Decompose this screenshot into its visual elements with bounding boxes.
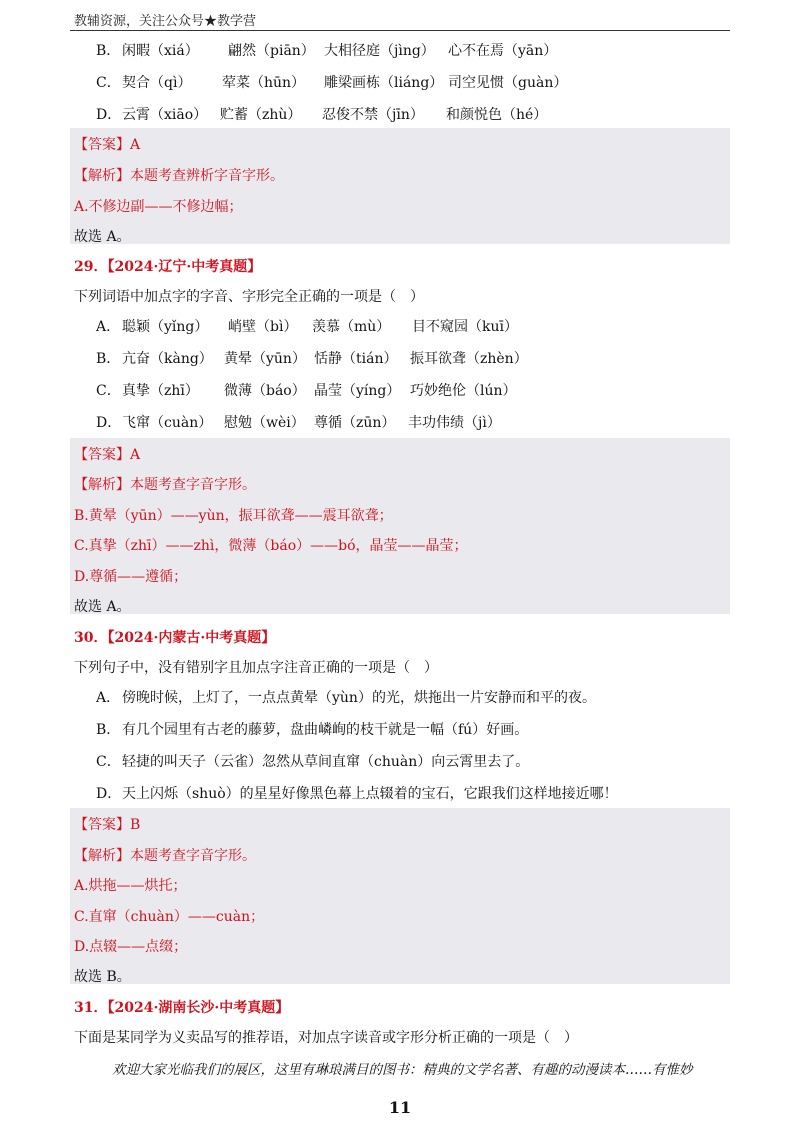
option-item: 亢奋（kàng）	[122, 351, 213, 367]
option-item: 巧妙绝伦（lún）	[410, 383, 517, 399]
q31-stem: 下面是某同学为义卖品写的推荐语，对加点字读音或字形分析正确的一项是（ ）	[74, 1030, 578, 1046]
q28-analysis: 【解析】本题考查辨析字音字形。	[74, 168, 284, 184]
option-item: 雕梁画栋（liáng）	[324, 75, 444, 91]
option-item: 羡慕（mù）	[312, 319, 391, 335]
q30-conclusion: 故选 B。	[74, 969, 131, 985]
option-item: 云霄（xiāo）	[122, 107, 208, 123]
option-label: C．	[96, 383, 121, 399]
option-item: 和颜悦色（hé）	[446, 107, 548, 123]
option-label: D．	[96, 107, 122, 123]
q30-analysis: 【解析】本题考查字音字形。	[74, 848, 256, 864]
option-item: 慰勉（wèi）	[224, 415, 305, 431]
q31-passage: 欢迎大家光临我们的展区，这里有琳琅满目的图书：精典的文学名著、有趣的动漫读本……有惟妙	[112, 1062, 693, 1078]
option-item: 闲暇（xiá）	[122, 43, 199, 59]
q29-answer: 【答案】A	[74, 447, 141, 463]
page-header: 教辅资源，关注公众号★教学营	[74, 14, 257, 29]
q30-analysis-line-a: A.烘拖——烘托；	[74, 878, 187, 894]
q29-number: 29．【2024·辽宁·中考真题】	[74, 259, 262, 275]
q29-stem: 下列词语中加点字的字音、字形完全正确的一项是（ ）	[74, 289, 424, 305]
option-label: D．	[96, 415, 122, 431]
option-label: B．	[96, 351, 121, 367]
q29-analysis-line-c: C.真挚（zhī）——zhì，微薄（báo）——bó，晶莹——晶莹；	[74, 538, 468, 554]
option-item: 振耳欲聋（zhèn）	[410, 351, 528, 367]
option-text: 傍晚时候，上灯了，一点点黄晕（yùn）的光，烘拖出一片安静而和平的夜。	[122, 690, 596, 706]
page-number: 11	[388, 1098, 412, 1117]
option-item: 尊循（zūn）	[314, 415, 396, 431]
q29-conclusion: 故选 A。	[74, 599, 131, 615]
option-item: 大相径庭（jìng）	[324, 43, 435, 59]
q30-answer-block	[70, 808, 730, 984]
option-label: B．	[96, 43, 121, 59]
q30-stem: 下列句子中，没有错别字且加点字注音正确的一项是（ ）	[74, 660, 438, 676]
option-text: 轻捷的叫天子（云雀）忽然从草间直窜（chuàn）向云霄里去了。	[122, 754, 530, 770]
option-item: 聪颖（yǐng）	[122, 319, 209, 335]
option-item: 微薄（báo）	[224, 383, 306, 399]
option-item: 目不窥园（kuī）	[412, 319, 518, 335]
option-item: 飞窜（cuàn）	[122, 415, 213, 431]
q30-analysis-line-c: C.直窜（chuàn）——cuàn；	[74, 909, 265, 925]
q28-answer: 【答案】A	[74, 137, 141, 153]
q30-analysis-line-d: D.点辍——点缀；	[74, 939, 188, 955]
option-item: 司空见惯（guàn）	[448, 75, 568, 91]
q30-number: 30．【2024·内蒙古·中考真题】	[74, 630, 276, 646]
option-item: 贮蓄（zhù）	[220, 107, 302, 123]
option-item: 真挚（zhī）	[122, 383, 199, 399]
option-item: 忍俊不禁（jīn）	[322, 107, 424, 123]
option-text: 有几个园里有古老的藤萝，盘曲嶙峋的枝干就是一幅（fú）好画。	[122, 722, 529, 738]
option-item: 契合（qì）	[122, 75, 192, 91]
option-label: A．	[96, 319, 121, 335]
q28-conclusion: 故选 A。	[74, 229, 131, 245]
option-item: 恬静（tián）	[314, 351, 398, 367]
q28-analysis-line: A.不修边副——不修边幅；	[74, 199, 243, 215]
header-divider	[70, 30, 730, 31]
option-item: 翩然（piān）	[228, 43, 315, 59]
option-label: D．	[96, 786, 122, 802]
q29-analysis: 【解析】本题考查字音字形。	[74, 477, 256, 493]
option-label: A．	[96, 690, 121, 706]
option-item: 丰功伟绩（jì）	[408, 415, 501, 431]
option-label: C．	[96, 75, 121, 91]
option-text: 天上闪烁（shuò）的星星好像黑色幕上点辍着的宝石，它跟我们这样地接近哪！	[122, 786, 618, 802]
q30-answer: 【答案】B	[74, 817, 141, 833]
q29-analysis-line-d: D.尊循——遵循；	[74, 569, 188, 585]
q28-answer-block	[70, 128, 730, 244]
q29-analysis-line-b: B.黄晕（yūn）——yùn，振耳欲聋——震耳欲聋；	[74, 508, 393, 524]
option-item: 晶莹（yíng）	[314, 383, 401, 399]
option-item: 黄晕（yūn）	[224, 351, 306, 367]
option-label: B．	[96, 722, 121, 738]
option-label: C．	[96, 754, 121, 770]
option-item: 心不在焉（yān）	[448, 43, 558, 59]
q29-answer-block	[70, 438, 730, 614]
q31-number: 31．【2024·湖南长沙·中考真题】	[74, 1000, 290, 1016]
option-item: 峭壁（bì）	[228, 319, 298, 335]
option-item: 荤菜（hūn）	[222, 75, 306, 91]
